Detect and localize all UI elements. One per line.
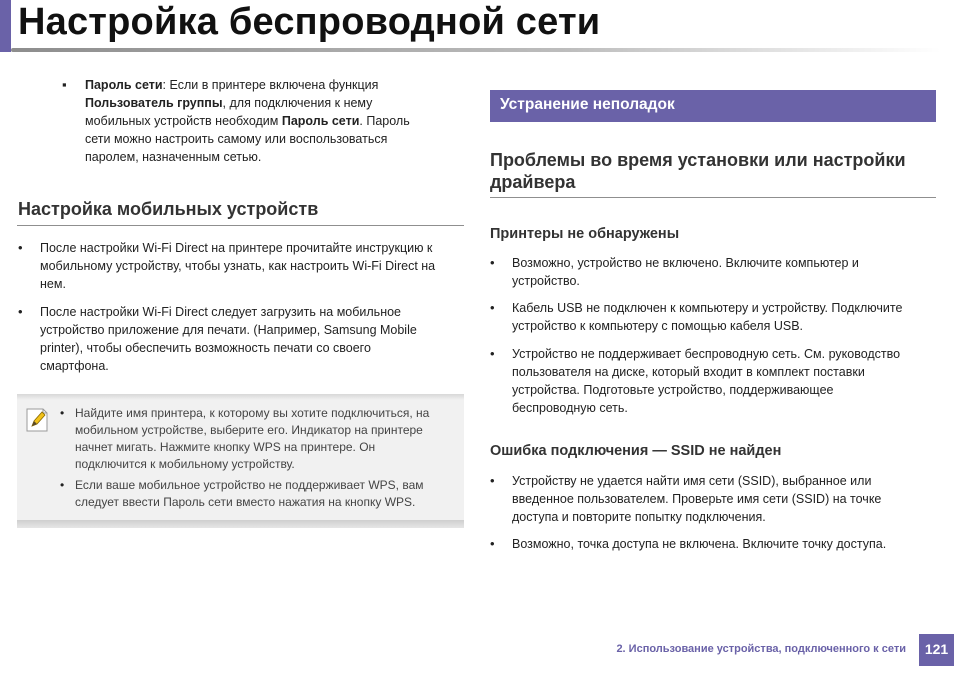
troubleshoot-line: беспроводную сеть. [512,401,628,415]
mobile-heading-rule [17,225,464,226]
troubleshoot-line: доступа и повторите попытку подключения. [512,510,766,524]
title-divider [11,48,941,52]
section-banner: Устранение неполадок [490,90,936,122]
intro-text-1: : Если в принтере включена функция [162,78,379,92]
printers-not-found-heading: Принтеры не обнаружены [490,226,680,242]
note-bullet-line: начнет мигать. Нажмите кнопку WPS на принтере. Он [75,440,376,454]
ssid-error-heading: Ошибка подключения — SSID не найден [490,443,782,459]
mobile-bullet-line: printer), чтобы обеспечить возможность печати со своего [40,341,371,355]
bullet-dot-icon: • [60,406,65,420]
mobile-setup-heading: Настройка мобильных устройств [18,199,319,219]
driver-heading-rule [490,197,936,198]
driver-heading-line: Проблемы во время установки или настройки [490,150,906,170]
title-accent-bar [0,0,11,52]
intro-text-2: , для подключения к нему [222,96,373,110]
troubleshoot-line: Устройству не удается найти имя сети (SSID), выбранное или [512,474,872,488]
troubleshoot-line: устройство к компьютеру с помощью кабеля USB. [512,319,804,333]
mobile-bullet-line: После настройки Wi-Fi Direct следует загрузить на мобильное [40,305,401,319]
mobile-bullet-line: смартфона. [40,359,109,373]
footer-chapter-title: 2. Использование устройства, подключенного к сети [616,643,906,655]
troubleshoot-line: пользователя на диске, который входит в комплект поставки [512,365,865,379]
note-box-bottom-bar [17,520,464,528]
bullet-dot-icon: • [490,473,495,488]
note-bullet-line: подключится к мобильному устройству. [75,457,295,471]
intro-text-5: сети можно настроить самому или воспользоваться [85,132,388,146]
troubleshoot-line: Кабель USB не подключен к компьютеру и устройству. Подключите [512,301,903,315]
bullet-dot-icon: ▪ [62,77,67,92]
troubleshoot-line: Возможно, устройство не включено. Включите компьютер и [512,256,859,270]
troubleshoot-line: Возможно, точка доступа не включена. Включите точку доступа. [512,537,887,551]
intro-bold-1: Пароль сети [85,78,163,92]
mobile-bullet-line: нем. [40,277,66,291]
bullet-dot-icon: • [60,478,65,492]
bullet-dot-icon: • [490,346,495,361]
intro-text-3: мобильных устройств необходим [85,114,282,128]
troubleshoot-line: устройство. [512,274,580,288]
bullet-dot-icon: • [18,240,23,255]
note-bullet-line: Найдите имя принтера, к которому вы хотите подключиться, на [75,406,430,420]
bullet-dot-icon: • [490,255,495,270]
intro-text-6: паролем, назначенным сетью. [85,150,262,164]
intro-bold-3: Пароль сети [281,114,360,128]
mobile-bullet-line: После настройки Wi-Fi Direct на принтере прочитайте инструкцию к [40,241,433,255]
intro-text-4: . Пароль [359,114,410,128]
note-box-top-shade [17,394,464,400]
intro-bold-2: Пользователь группы [85,96,223,110]
intro-bullet-text [85,76,465,166]
note-pencil-icon [25,407,49,433]
bullet-dot-icon: • [490,536,495,551]
troubleshoot-line: устройства. Подготовьте устройство, поддерживающее [512,383,834,397]
bullet-dot-icon: • [490,300,495,315]
bullet-dot-icon: • [18,304,23,319]
troubleshoot-line: Устройство не поддерживает беспроводную сеть. См. руководство [512,347,901,361]
mobile-bullet-line: мобильному устройству, чтобы узнать, как настроить Wi-Fi Direct на [40,259,436,273]
mobile-bullet-line: устройство приложение для печати. (Например, Samsung Mobile [40,323,417,337]
troubleshoot-line: введенное пользователем. Проверьте имя сети (SSID) на точке [512,492,882,506]
note-bullet-line: мобильном устройстве, выберите его. Индикатор на принтере [75,423,423,437]
driver-heading-line: драйвера [490,172,576,192]
driver-problems-heading [490,149,940,193]
note-bullet-line: следует ввести Пароль сети вместо нажатия на кнопку WPS. [75,495,416,509]
page-title: Настройка беспроводной сети [18,1,601,43]
page-number: 121 [919,634,954,666]
note-bullet-line: Если ваше мобильное устройство не поддерживает WPS, вам [75,478,424,492]
